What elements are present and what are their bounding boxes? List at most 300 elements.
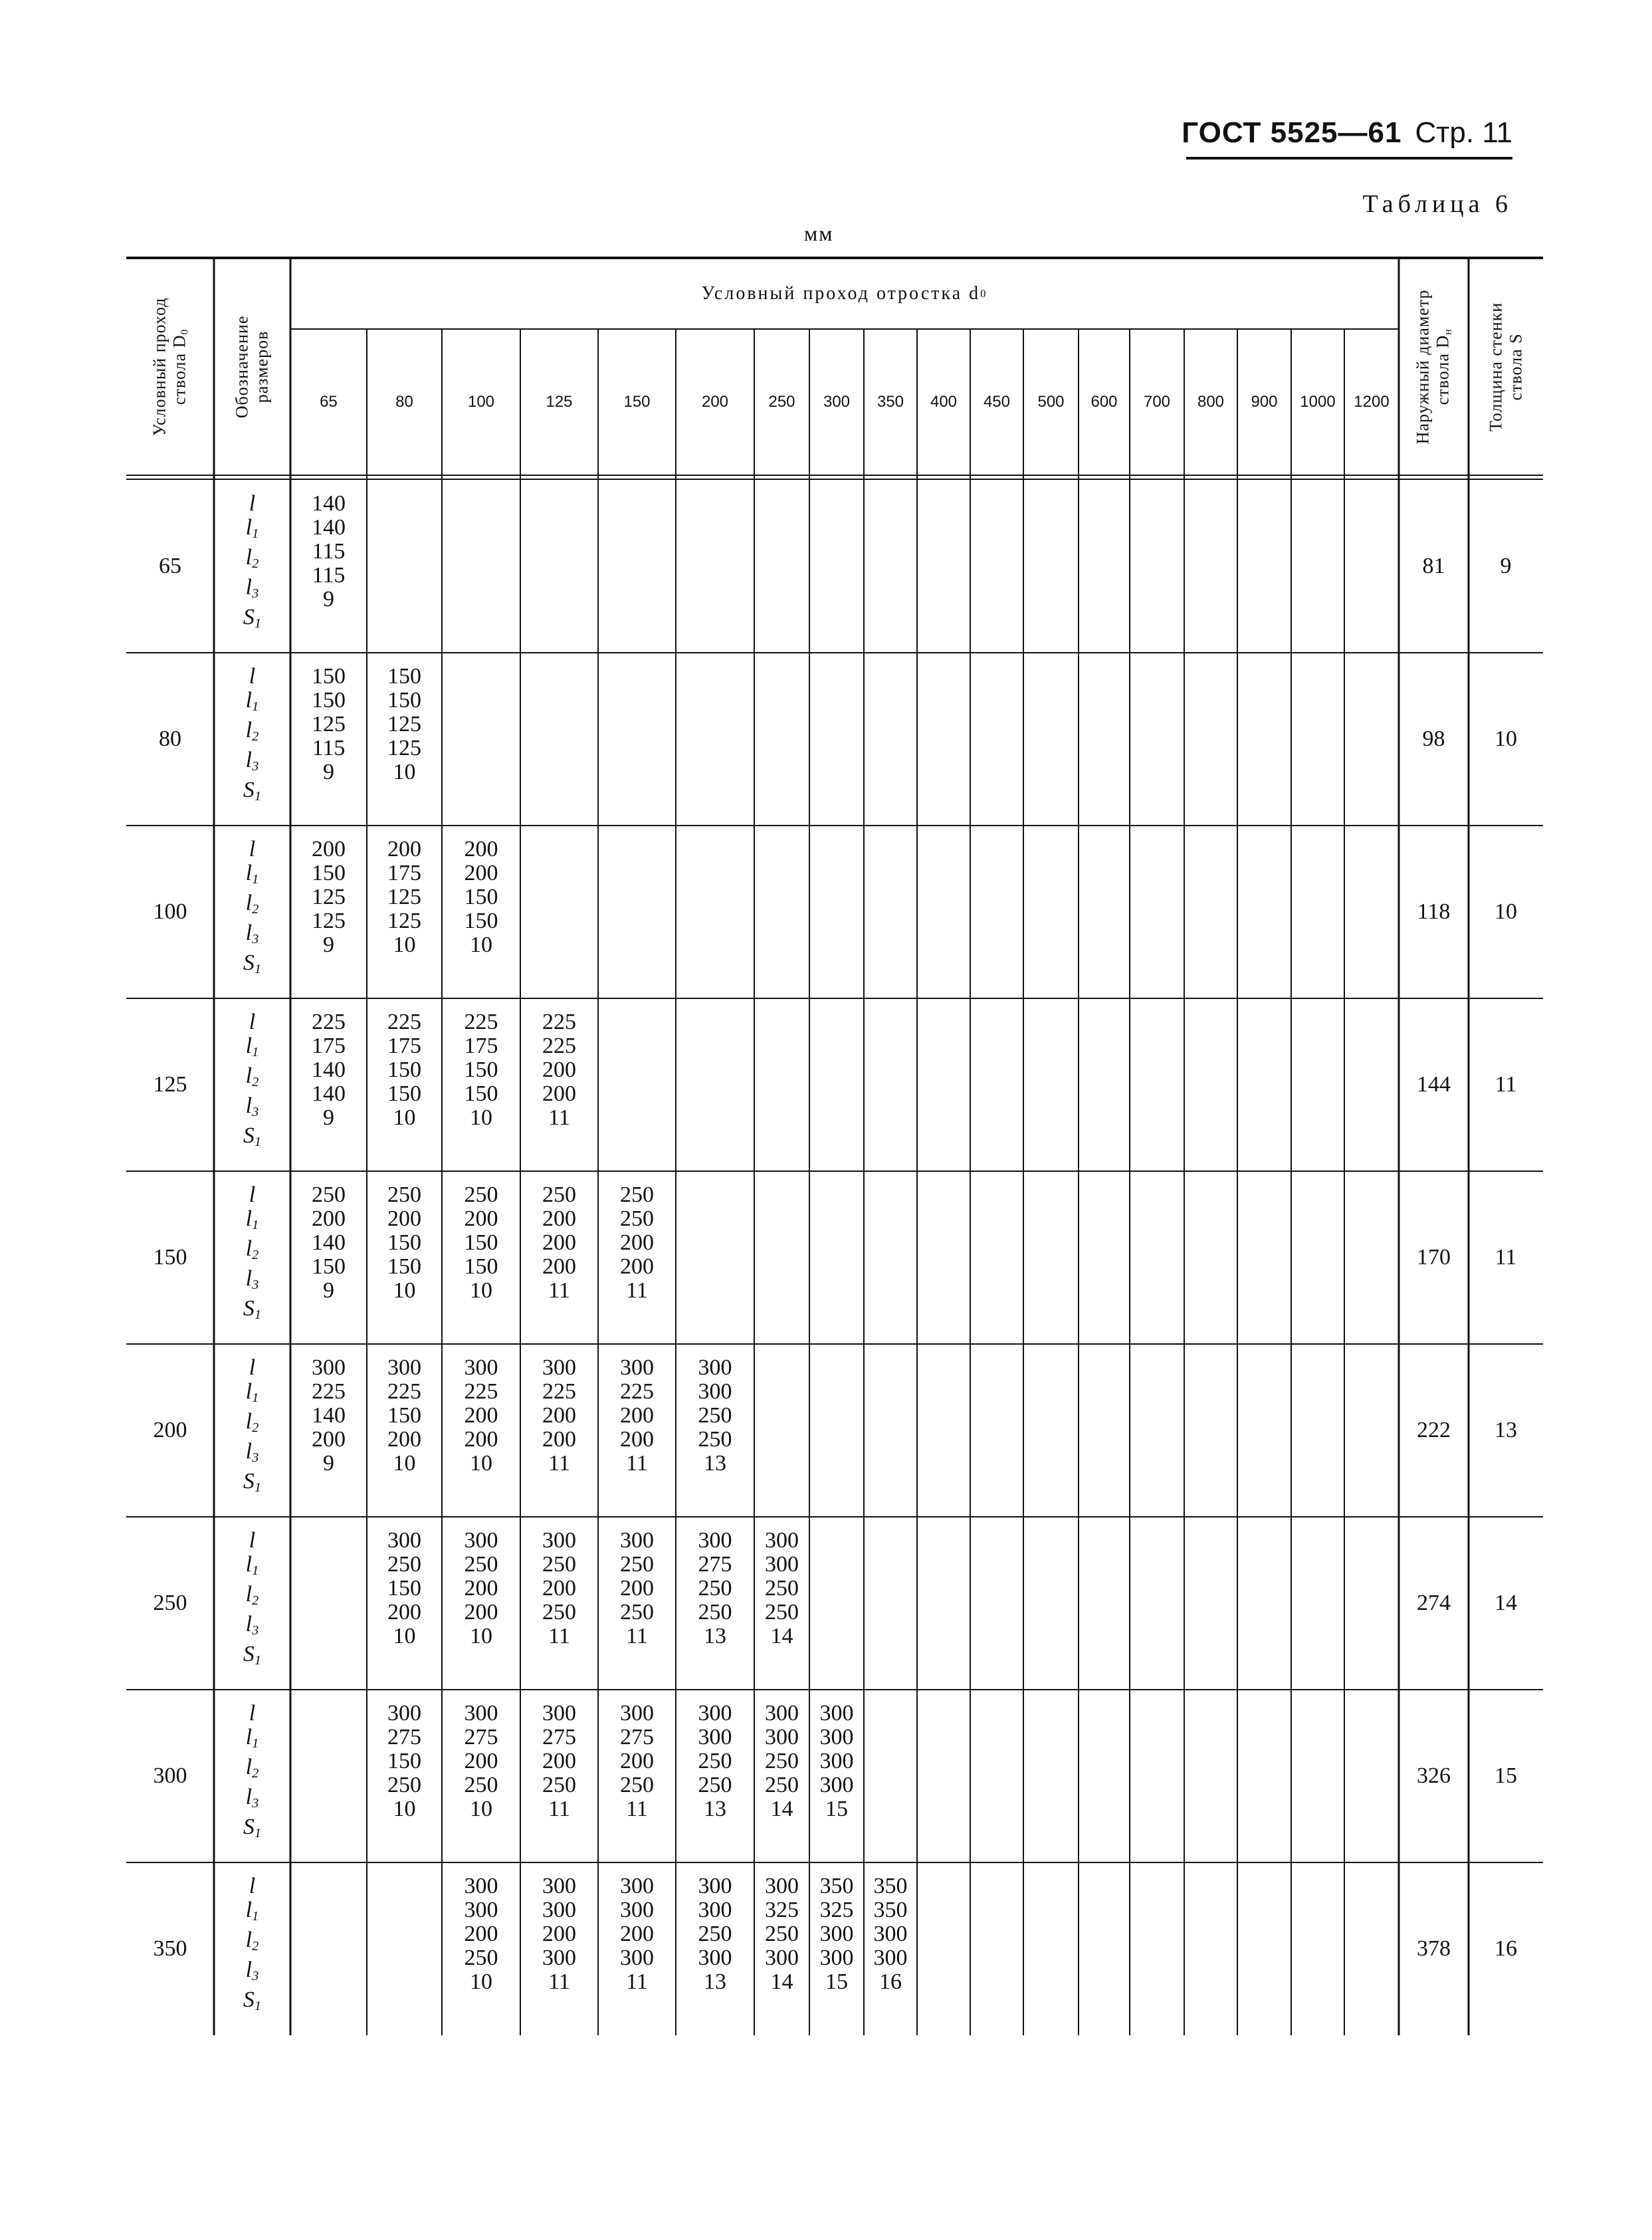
cell-value: 10 xyxy=(470,1278,492,1303)
dimension-symbols xyxy=(214,1529,290,1672)
cell-value: 115 xyxy=(312,563,346,588)
dimension-symbol: l xyxy=(249,664,256,689)
value-cell xyxy=(367,1529,442,1648)
cell-value: 250 xyxy=(620,1600,654,1624)
outer-diameter-value: 144 xyxy=(1417,1072,1451,1097)
cell-value: 140 xyxy=(312,515,346,540)
cell-value: 200 xyxy=(464,861,498,885)
cell-value: 140 xyxy=(312,491,346,516)
value-cell xyxy=(367,1010,442,1130)
cell-value: 150 xyxy=(464,1254,498,1279)
cell-value: 350 xyxy=(873,1874,908,1898)
cell-value: 10 xyxy=(393,933,416,957)
cell-value: 325 xyxy=(765,1898,799,1922)
cell-value: 300 xyxy=(765,1701,799,1726)
cell-value: 250 xyxy=(698,1922,732,1946)
value-cell xyxy=(367,1183,442,1303)
cell-value: 200 xyxy=(464,1922,498,1946)
dimension-symbol: $S_1$ xyxy=(243,951,262,977)
dimension-symbol: $l_1$ xyxy=(245,1898,259,1924)
branch-size-header: 200 xyxy=(701,393,729,411)
cell-value: 200 xyxy=(464,837,498,861)
branch-size-header: 1200 xyxy=(1354,393,1390,411)
cell-value: 9 xyxy=(323,760,334,784)
dimension-symbols xyxy=(214,1874,290,2018)
trunk-bore-value: 100 xyxy=(153,899,187,924)
cell-value: 10 xyxy=(470,1451,492,1476)
cell-value: 125 xyxy=(387,712,421,736)
dimension-symbol: $l_1$ xyxy=(245,1379,259,1406)
outer-diameter-value: 170 xyxy=(1417,1245,1451,1270)
cell-value: 200 xyxy=(464,1576,498,1601)
cell-value: 250 xyxy=(698,1576,732,1601)
cell-value: 9 xyxy=(323,1451,334,1476)
value-cell xyxy=(520,1356,598,1476)
cell-value: 140 xyxy=(312,1081,346,1106)
trunk-bore-value: 125 xyxy=(153,1072,187,1097)
branch-size-header: 1000 xyxy=(1300,393,1336,411)
value-cell xyxy=(598,1874,676,1994)
cell-value: 11 xyxy=(626,1624,648,1648)
cell-value: 11 xyxy=(548,1969,570,1994)
cell-value: 200 xyxy=(620,1230,654,1255)
cell-value: 225 xyxy=(387,1010,421,1034)
cell-value: 200 xyxy=(620,1403,654,1428)
cell-value: 300 xyxy=(698,1355,732,1380)
dimension-symbol: l xyxy=(249,1528,256,1553)
cell-value: 10 xyxy=(393,1278,416,1303)
cell-value: 13 xyxy=(704,1624,726,1648)
value-cell xyxy=(676,1874,754,1994)
branch-size-header: 450 xyxy=(983,393,1011,411)
dimension-symbol: $l_2$ xyxy=(245,545,259,572)
cell-value: 250 xyxy=(464,1946,498,1970)
cell-value: 300 xyxy=(765,1946,799,1970)
cell-value: 300 xyxy=(464,1528,498,1553)
cell-value: 300 xyxy=(542,1701,576,1726)
cell-value: 150 xyxy=(464,1230,498,1255)
dimension-symbol: $S_1$ xyxy=(243,1469,262,1496)
wall-thickness-value: 9 xyxy=(1500,554,1512,578)
cell-value: 13 xyxy=(704,1451,726,1476)
dimension-symbol: $l_2$ xyxy=(245,1064,259,1090)
value-cell xyxy=(442,1702,520,1821)
value-cell xyxy=(598,1529,676,1648)
dimension-symbol: $S_1$ xyxy=(243,1642,262,1668)
dimension-symbol: l xyxy=(249,1874,256,1898)
dimension-symbol: $l_2$ xyxy=(245,1582,259,1609)
branch-size-header: 125 xyxy=(546,393,573,411)
trunk-bore-value: 300 xyxy=(153,1763,187,1788)
cell-value: 140 xyxy=(312,1058,346,1082)
cell-value: 250 xyxy=(464,1552,498,1577)
value-cell xyxy=(367,1702,442,1821)
cell-value: 200 xyxy=(464,1749,498,1773)
cell-value: 300 xyxy=(387,1528,421,1553)
dimension-symbol: $l_1$ xyxy=(245,515,259,542)
dimension-symbol: $l_1$ xyxy=(245,688,259,715)
wall-thickness-value: 10 xyxy=(1495,727,1517,751)
cell-value: 225 xyxy=(387,1379,421,1404)
dimension-symbol: $l_1$ xyxy=(245,1725,259,1751)
cell-value: 300 xyxy=(873,1946,908,1970)
cell-value: 250 xyxy=(698,1427,732,1452)
cell-value: 300 xyxy=(819,1773,854,1797)
cell-value: 250 xyxy=(698,1773,732,1797)
cell-value: 125 xyxy=(387,736,421,760)
cell-value: 115 xyxy=(312,539,346,564)
cell-value: 225 xyxy=(464,1379,498,1404)
dimension-symbol: $S_1$ xyxy=(243,1815,262,1841)
cell-value: 10 xyxy=(393,1451,416,1476)
cell-value: 350 xyxy=(819,1874,854,1898)
cell-value: 14 xyxy=(770,1797,793,1821)
cell-value: 250 xyxy=(542,1600,576,1624)
cell-value: 250 xyxy=(765,1773,799,1797)
cell-value: 300 xyxy=(464,1701,498,1726)
branch-size-header: 800 xyxy=(1197,393,1225,411)
cell-value: 300 xyxy=(542,1874,576,1898)
cell-value: 10 xyxy=(393,760,416,784)
cell-value: 200 xyxy=(542,1403,576,1428)
cell-value: 300 xyxy=(698,1701,732,1726)
dimension-symbols xyxy=(214,665,290,808)
cell-value: 150 xyxy=(387,1403,421,1428)
value-cell xyxy=(290,1356,367,1476)
trunk-bore-value: 200 xyxy=(153,1418,187,1442)
cell-value: 250 xyxy=(387,1552,421,1577)
cell-value: 11 xyxy=(626,1451,648,1476)
outer-diameter-value: 378 xyxy=(1417,1936,1451,1961)
wall-thickness-value: 10 xyxy=(1495,899,1517,924)
cell-value: 300 xyxy=(620,1355,654,1380)
cell-value: 250 xyxy=(765,1576,799,1601)
cell-value: 150 xyxy=(387,1576,421,1601)
cell-value: 225 xyxy=(312,1010,346,1034)
outer-diameter-value: 98 xyxy=(1422,727,1445,751)
cell-value: 200 xyxy=(620,1254,654,1279)
outer-diameter-value: 274 xyxy=(1417,1591,1451,1615)
value-cell xyxy=(598,1183,676,1303)
value-cell xyxy=(290,492,367,612)
dimension-symbols xyxy=(214,1356,290,1500)
cell-value: 250 xyxy=(765,1749,799,1773)
cell-value: 14 xyxy=(770,1969,793,1994)
value-cell xyxy=(754,1529,809,1648)
value-cell xyxy=(290,1010,367,1130)
cell-value: 300 xyxy=(819,1946,854,1970)
cell-value: 11 xyxy=(626,1969,648,1994)
cell-value: 200 xyxy=(620,1427,654,1452)
cell-value: 300 xyxy=(464,1874,498,1898)
cell-value: 300 xyxy=(542,1946,576,1970)
branch-size-header: 150 xyxy=(623,393,651,411)
branch-size-header: 100 xyxy=(467,393,495,411)
branch-size-header: 500 xyxy=(1037,393,1065,411)
cell-value: 200 xyxy=(620,1576,654,1601)
value-cell xyxy=(442,1183,520,1303)
cell-value: 150 xyxy=(387,1058,421,1082)
cell-value: 150 xyxy=(387,688,421,713)
cell-value: 275 xyxy=(620,1725,654,1749)
cell-value: 275 xyxy=(464,1725,498,1749)
dimension-symbol: $l_2$ xyxy=(245,891,259,917)
cell-value: 200 xyxy=(312,1427,346,1452)
branch-size-header: 700 xyxy=(1143,393,1171,411)
standard-number: ГОСТ 5525—61 xyxy=(1182,116,1402,149)
cell-value: 250 xyxy=(698,1600,732,1624)
outer-diameter-value: 81 xyxy=(1422,554,1445,578)
cell-value: 300 xyxy=(698,1874,732,1898)
cell-value: 225 xyxy=(542,1379,576,1404)
cell-value: 300 xyxy=(464,1355,498,1380)
cell-value: 225 xyxy=(620,1379,654,1404)
cell-value: 11 xyxy=(626,1797,648,1821)
cell-value: 250 xyxy=(620,1206,654,1231)
dimension-symbol: $l_2$ xyxy=(245,1236,259,1263)
cell-value: 300 xyxy=(387,1355,421,1380)
wall-thickness-value: 16 xyxy=(1495,1936,1517,1961)
unit-label: мм xyxy=(804,221,834,245)
cell-value: 325 xyxy=(819,1898,854,1922)
dimension-symbol: $l_1$ xyxy=(245,861,259,887)
wall-thickness-value: 15 xyxy=(1495,1763,1517,1788)
cell-value: 200 xyxy=(542,1254,576,1279)
cell-value: 10 xyxy=(393,1105,416,1130)
cell-value: 175 xyxy=(387,861,421,885)
cell-value: 125 xyxy=(387,909,421,933)
value-cell xyxy=(754,1874,809,1994)
cell-value: 200 xyxy=(312,837,346,861)
outer-diameter-value: 222 xyxy=(1417,1418,1451,1442)
cell-value: 11 xyxy=(548,1278,570,1303)
cell-value: 10 xyxy=(470,1624,492,1648)
value-cell xyxy=(442,1874,520,1994)
cell-value: 300 xyxy=(698,1898,732,1922)
dimension-symbol: $l_3$ xyxy=(245,1612,259,1638)
cell-value: 250 xyxy=(620,1773,654,1797)
cell-value: 11 xyxy=(626,1278,648,1303)
cell-value: 250 xyxy=(464,1773,498,1797)
cell-value: 250 xyxy=(542,1773,576,1797)
cell-value: 250 xyxy=(698,1749,732,1773)
header-trunk-bore: Условный проход ствола $D_0$ xyxy=(150,297,190,436)
cell-value: 115 xyxy=(312,736,346,760)
cell-value: 200 xyxy=(464,1600,498,1624)
value-cell xyxy=(809,1874,864,1994)
cell-value: 150 xyxy=(312,1254,346,1279)
cell-value: 300 xyxy=(620,1528,654,1553)
cell-value: 200 xyxy=(542,1081,576,1106)
cell-value: 300 xyxy=(542,1355,576,1380)
cell-value: 13 xyxy=(704,1969,726,1994)
cell-value: 250 xyxy=(765,1922,799,1946)
cell-value: 200 xyxy=(464,1206,498,1231)
dimension-symbol: $l_2$ xyxy=(245,1409,259,1436)
cell-value: 200 xyxy=(387,1206,421,1231)
cell-value: 275 xyxy=(698,1552,732,1577)
dimension-symbols xyxy=(214,838,290,981)
dimension-symbol: $l_3$ xyxy=(245,1266,259,1293)
cell-value: 200 xyxy=(620,1749,654,1773)
value-cell xyxy=(598,1356,676,1476)
cell-value: 150 xyxy=(464,1081,498,1106)
table-caption: Таблица 6 xyxy=(1362,190,1512,218)
cell-value: 200 xyxy=(620,1922,654,1946)
cell-value: 300 xyxy=(698,1946,732,1970)
cell-value: 16 xyxy=(879,1969,902,1994)
cell-value: 300 xyxy=(765,1552,799,1577)
cell-value: 10 xyxy=(393,1797,416,1821)
cell-value: 250 xyxy=(542,1552,576,1577)
trunk-bore-value: 80 xyxy=(159,727,181,751)
dimension-symbol: $S_1$ xyxy=(243,605,262,631)
cell-value: 300 xyxy=(542,1528,576,1553)
cell-value: 11 xyxy=(548,1451,570,1476)
cell-value: 150 xyxy=(464,909,498,933)
cell-value: 10 xyxy=(470,1969,492,1994)
cell-value: 300 xyxy=(819,1701,854,1726)
value-cell xyxy=(520,1874,598,1994)
branch-size-header: 600 xyxy=(1090,393,1118,411)
dimension-symbol: l xyxy=(249,837,256,861)
cell-value: 200 xyxy=(464,1427,498,1452)
header-dimension-designation: Обозначение размеров xyxy=(232,315,272,418)
outer-diameter-value: 326 xyxy=(1417,1763,1451,1788)
value-cell xyxy=(520,1702,598,1821)
branch-size-header: 900 xyxy=(1251,393,1278,411)
value-cell xyxy=(442,1356,520,1476)
cell-value: 300 xyxy=(819,1922,854,1946)
cell-value: 250 xyxy=(765,1600,799,1624)
value-cell xyxy=(290,1183,367,1303)
cell-value: 225 xyxy=(312,1379,346,1404)
cell-value: 300 xyxy=(620,1898,654,1922)
cell-value: 300 xyxy=(873,1922,908,1946)
cell-value: 150 xyxy=(387,1254,421,1279)
wall-thickness-value: 14 xyxy=(1495,1591,1517,1615)
cell-value: 250 xyxy=(464,1182,498,1207)
dimension-symbol: $l_2$ xyxy=(245,718,259,744)
cell-value: 300 xyxy=(698,1528,732,1553)
value-cell xyxy=(864,1874,917,1994)
cell-value: 200 xyxy=(387,837,421,861)
dimension-symbol: $l_1$ xyxy=(245,1552,259,1579)
cell-value: 150 xyxy=(387,1230,421,1255)
cell-value: 10 xyxy=(470,1105,492,1130)
header-outer-diameter: Наружный диаметр ствола $D_н$ xyxy=(1413,289,1454,444)
cell-value: 150 xyxy=(387,1749,421,1773)
wall-thickness-value: 13 xyxy=(1495,1418,1517,1442)
page-number: Стр. 11 xyxy=(1415,116,1512,149)
cell-value: 11 xyxy=(548,1105,570,1130)
cell-value: 200 xyxy=(542,1427,576,1452)
cell-value: 150 xyxy=(312,861,346,885)
dimension-symbol: $l_3$ xyxy=(245,748,259,774)
cell-value: 300 xyxy=(819,1725,854,1749)
dimension-symbol: $S_1$ xyxy=(243,1296,262,1323)
cell-value: 300 xyxy=(765,1725,799,1749)
value-cell xyxy=(367,665,442,784)
value-cell xyxy=(442,1529,520,1648)
value-cell xyxy=(367,838,442,957)
cell-value: 125 xyxy=(312,909,346,933)
cell-value: 140 xyxy=(312,1403,346,1428)
cell-value: 250 xyxy=(542,1182,576,1207)
dimension-symbols xyxy=(214,1702,290,1845)
cell-value: 125 xyxy=(312,712,346,736)
cell-value: 150 xyxy=(312,664,346,689)
cell-value: 225 xyxy=(464,1010,498,1034)
cell-value: 9 xyxy=(323,1105,334,1130)
cell-value: 250 xyxy=(387,1182,421,1207)
cell-value: 15 xyxy=(825,1969,848,1994)
cell-value: 300 xyxy=(765,1528,799,1553)
cell-value: 200 xyxy=(387,1600,421,1624)
cell-value: 125 xyxy=(312,885,346,909)
cell-value: 300 xyxy=(620,1946,654,1970)
cell-value: 200 xyxy=(464,1403,498,1428)
dimension-symbol: $l_3$ xyxy=(245,921,259,947)
dimension-symbol: $S_1$ xyxy=(243,1987,262,2014)
cell-value: 300 xyxy=(765,1874,799,1898)
value-cell xyxy=(598,1702,676,1821)
cell-value: 200 xyxy=(387,1427,421,1452)
dimension-symbol: $l_2$ xyxy=(245,1755,259,1781)
value-cell xyxy=(809,1702,864,1821)
cell-value: 275 xyxy=(387,1725,421,1749)
dimension-symbol: $l_1$ xyxy=(245,1206,259,1233)
cell-value: 225 xyxy=(542,1010,576,1034)
cell-value: 10 xyxy=(393,1624,416,1648)
cell-value: 175 xyxy=(387,1034,421,1058)
dimension-symbol: $l_3$ xyxy=(245,1785,259,1811)
cell-value: 300 xyxy=(698,1379,732,1404)
cell-value: 250 xyxy=(312,1182,346,1207)
cell-value: 300 xyxy=(542,1898,576,1922)
cell-value: 150 xyxy=(387,1081,421,1106)
cell-value: 250 xyxy=(387,1773,421,1797)
cell-value: 13 xyxy=(704,1797,726,1821)
header-wall-thickness: Толщина стенки ствола S xyxy=(1486,302,1526,431)
dimension-symbol: l xyxy=(249,491,256,516)
dimension-symbol: $l_3$ xyxy=(245,1958,259,1984)
cell-value: 9 xyxy=(323,933,334,957)
dimension-symbol: l xyxy=(249,1355,256,1380)
value-cell xyxy=(367,1356,442,1476)
cell-value: 300 xyxy=(698,1725,732,1749)
header-branch-bore: Условный проход отростка d 0 xyxy=(701,282,988,304)
value-cell xyxy=(520,1010,598,1130)
value-cell xyxy=(676,1356,754,1476)
cell-value: 200 xyxy=(312,1206,346,1231)
dimension-symbol: $S_1$ xyxy=(243,778,262,804)
cell-value: 300 xyxy=(819,1749,854,1773)
cell-value: 175 xyxy=(312,1034,346,1058)
value-cell xyxy=(676,1702,754,1821)
dimension-symbols xyxy=(214,492,290,635)
value-cell xyxy=(754,1702,809,1821)
cell-value: 150 xyxy=(464,885,498,909)
value-cell xyxy=(520,1183,598,1303)
cell-value: 11 xyxy=(548,1797,570,1821)
trunk-bore-value: 150 xyxy=(153,1245,187,1270)
dimension-symbol: $S_1$ xyxy=(243,1123,262,1150)
wall-thickness-value: 11 xyxy=(1495,1245,1517,1270)
cell-value: 125 xyxy=(387,885,421,909)
trunk-bore-value: 250 xyxy=(153,1591,187,1615)
branch-size-header: 350 xyxy=(877,393,904,411)
